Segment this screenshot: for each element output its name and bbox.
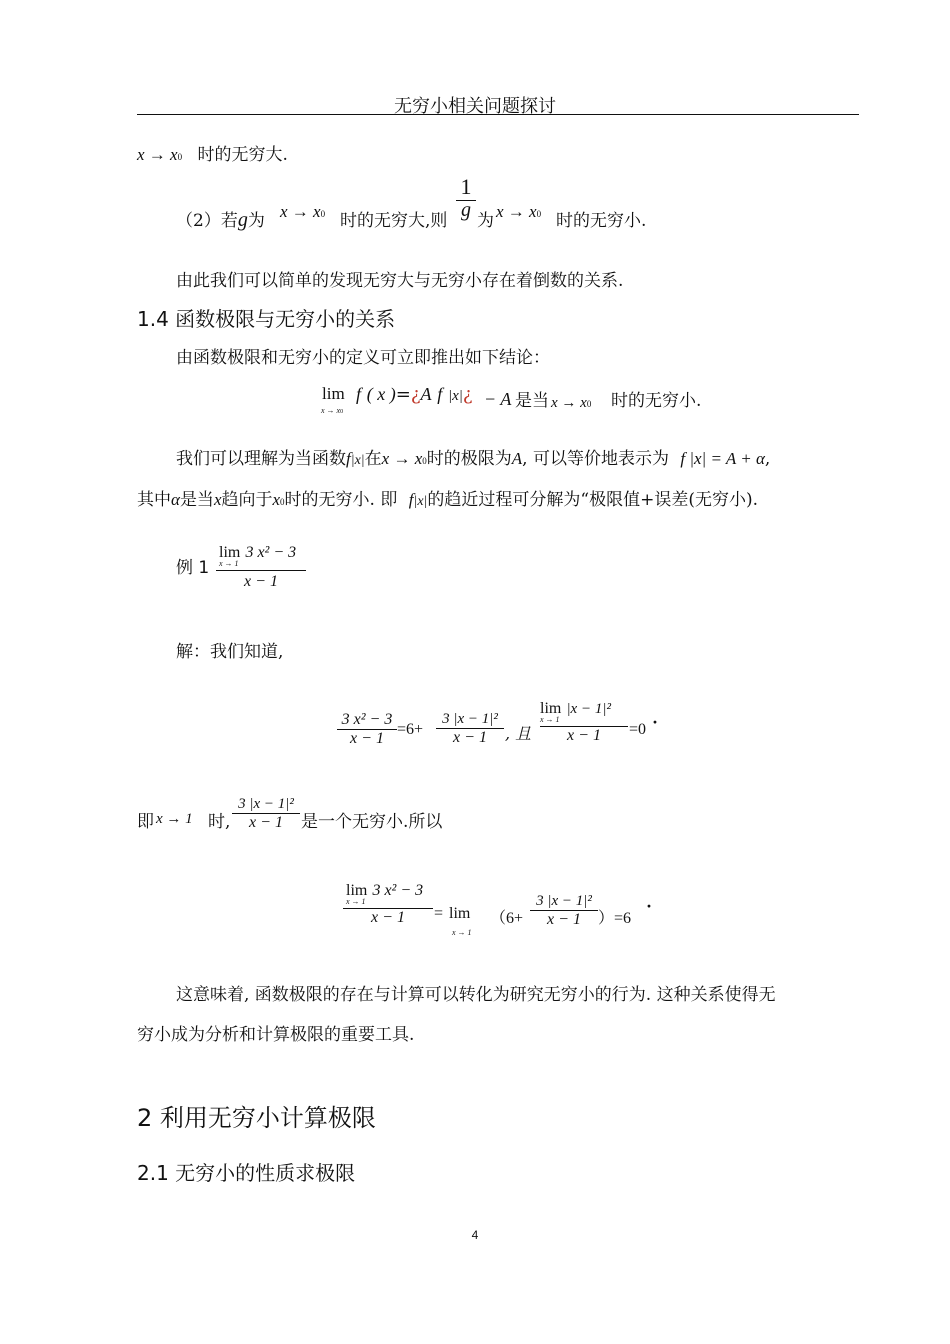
item-2-wei: 为: [477, 211, 494, 231]
equation-1: [322, 384, 345, 404]
eq1-body: [356, 384, 473, 405]
eq2-lhs: [337, 711, 397, 748]
ji-prefix: 即: [137, 812, 154, 832]
item-2: [176, 206, 265, 232]
eq2-equals-six: =6+: [397, 721, 424, 738]
paragraph-understand-line1: [176, 444, 770, 469]
argument: |x|: [350, 453, 365, 468]
g-symbol: g: [237, 209, 248, 231]
fraction-denominator: x − 1: [453, 729, 487, 746]
text: 的趋近过程可分解为“极限值+误差(无穷小).: [427, 490, 759, 510]
item-2-text2: 时的无穷小.: [556, 211, 647, 231]
fraction-numerator: 3 |x − 1|²: [536, 893, 592, 909]
item-prefix: （2）若: [176, 211, 238, 231]
example-fraction: [216, 542, 306, 591]
item-2-cond1: [280, 202, 325, 222]
subscript: 0: [536, 209, 542, 219]
lim-subscript: x → x: [321, 406, 341, 415]
fraction-denominator: x − 1: [567, 727, 601, 744]
text: 趋向于: [221, 490, 273, 510]
fraction-denominator: g: [461, 199, 471, 221]
eq3-lhs: [343, 880, 433, 927]
text: 为: [247, 211, 265, 231]
function-f: f: [356, 384, 362, 404]
argument: ( x ): [366, 384, 396, 404]
continued-line: [137, 140, 288, 165]
line-text: 时的无穷大.: [197, 145, 288, 165]
ji-cond: x → 1: [156, 811, 193, 827]
text: 其中: [137, 490, 171, 510]
limit-A: A: [511, 449, 523, 468]
eq3-equals: =: [434, 905, 444, 922]
lim-operator: lim: [346, 882, 368, 899]
eq3-under2: x → 1: [452, 928, 472, 937]
subscript: 0: [280, 497, 285, 507]
text: 时的无穷小. 即: [284, 490, 398, 510]
solution-intro: 解：我们知道,: [176, 642, 284, 662]
running-header: 无穷小相关问题探讨: [394, 96, 556, 117]
numerator-expression: 3 x² − 3: [245, 544, 297, 561]
ji-fraction: [232, 796, 300, 832]
reciprocal-fraction: [456, 174, 476, 222]
item-2-text1: 时的无穷大,则: [340, 211, 448, 231]
lim-subscript: x → 1: [219, 559, 239, 568]
page-number: 4: [471, 1228, 479, 1242]
fraction-denominator: x − 1: [244, 573, 278, 590]
render-glyph: ¿: [462, 384, 473, 405]
fraction-denominator: x − 1: [371, 909, 405, 926]
section-heading-1-4: 1.4 函数极限与无穷小的关系: [137, 307, 396, 331]
limit-condition: x → x: [137, 145, 178, 164]
eq1-minus-A: [484, 389, 511, 410]
item-2-cond2: [496, 202, 541, 222]
eq1-under: [321, 406, 343, 415]
paragraph-relation: 由此我们可以简单的发现无穷大与无穷小存在着倒数的关系.: [176, 271, 624, 291]
argument: |x|: [447, 388, 463, 404]
paragraph-meaning-line2: 穷小成为分析和计算极限的重要工具.: [137, 1025, 415, 1045]
ji-tail: 是一个无穷小.所以: [301, 812, 443, 832]
fraction-bar: [216, 570, 306, 571]
numerator-expression: 3 x² − 3: [372, 882, 424, 899]
argument: |x|: [413, 494, 428, 509]
fraction-denominator: x − 1: [350, 730, 384, 747]
equals-sign: =: [395, 384, 411, 405]
section-heading-2: 2 利用无穷小计算极限: [137, 1104, 376, 1132]
lim-subscript: x → 1: [540, 715, 560, 724]
eq1-cond: [551, 393, 591, 412]
variable-x0: x: [272, 490, 281, 509]
example-label: 例 1: [176, 558, 210, 578]
text: 在: [364, 449, 382, 469]
section-heading-2-1: 2.1 无穷小的性质求极限: [137, 1161, 356, 1185]
eq3-open: （6+: [490, 910, 524, 927]
eq1-tail: 时的无穷小.: [611, 391, 702, 411]
text: 时的极限为: [426, 449, 512, 469]
limit-A: A: [420, 384, 432, 404]
subscript: 0: [340, 409, 344, 415]
eq2-dot: ·: [652, 712, 659, 732]
eq3-dot: ·: [646, 896, 653, 916]
eq2-qie: , 且: [505, 724, 532, 743]
subscript: 0: [320, 209, 326, 219]
eq2-right: [540, 698, 628, 745]
fraction-numerator: 1: [460, 174, 472, 199]
decomposition-formula: f |x| = A + α: [680, 449, 765, 468]
numerator-expression: |x − 1|²: [566, 701, 611, 717]
fraction-denominator: x − 1: [249, 814, 283, 831]
text: ,: [764, 449, 771, 469]
render-glyph: ¿: [410, 384, 421, 405]
fraction-denominator: x − 1: [547, 911, 581, 928]
fraction-numerator: 3 |x − 1|²: [442, 711, 498, 727]
paragraph-definition: 由函数极限和无穷小的定义可立即推出如下结论：: [176, 348, 550, 368]
ji-shi: 时,: [208, 812, 231, 832]
alpha-symbol: α: [171, 490, 180, 509]
function-f: f: [408, 490, 414, 509]
limit-condition: x → x: [280, 202, 321, 221]
function-f: f: [346, 449, 351, 468]
text: , 可以等价地表示为: [522, 449, 669, 469]
eq3-close: ）=6: [598, 910, 632, 927]
lim-subscript: x → 1: [346, 897, 366, 906]
fraction-numerator: 3 |x − 1|²: [238, 796, 294, 812]
eq1-shi: 是当: [515, 391, 549, 411]
eq2-equals-zero: =0: [629, 721, 647, 738]
eq2-mid: [436, 711, 504, 747]
paragraph-understand-line2: [137, 485, 758, 510]
function-f: f: [437, 384, 443, 404]
eq3-inner-fraction: [530, 893, 598, 929]
header-rule: [137, 114, 859, 115]
minus-A: − A: [484, 389, 512, 409]
subscript: 0: [422, 456, 427, 466]
subscript: 0: [586, 399, 592, 409]
subscript: 0: [177, 152, 183, 162]
limit-condition: x → x: [381, 449, 423, 468]
lim-operator: lim: [540, 700, 562, 717]
variable-x: x: [213, 490, 222, 509]
text: 我们可以理解为当函数: [176, 449, 346, 469]
lim-operator: lim: [219, 544, 241, 561]
paragraph-meaning-line1: 这意味着, 函数极限的存在与计算可以转化为研究无穷小的行为. 这种关系使得无: [176, 985, 776, 1005]
eq3-lim2: lim: [449, 905, 471, 922]
limit-condition: x → x: [496, 202, 537, 221]
text: 是当: [179, 490, 214, 510]
lim-operator: lim: [322, 384, 345, 403]
limit-condition: x → x: [551, 395, 587, 411]
fraction-numerator: 3 x² − 3: [341, 711, 393, 728]
